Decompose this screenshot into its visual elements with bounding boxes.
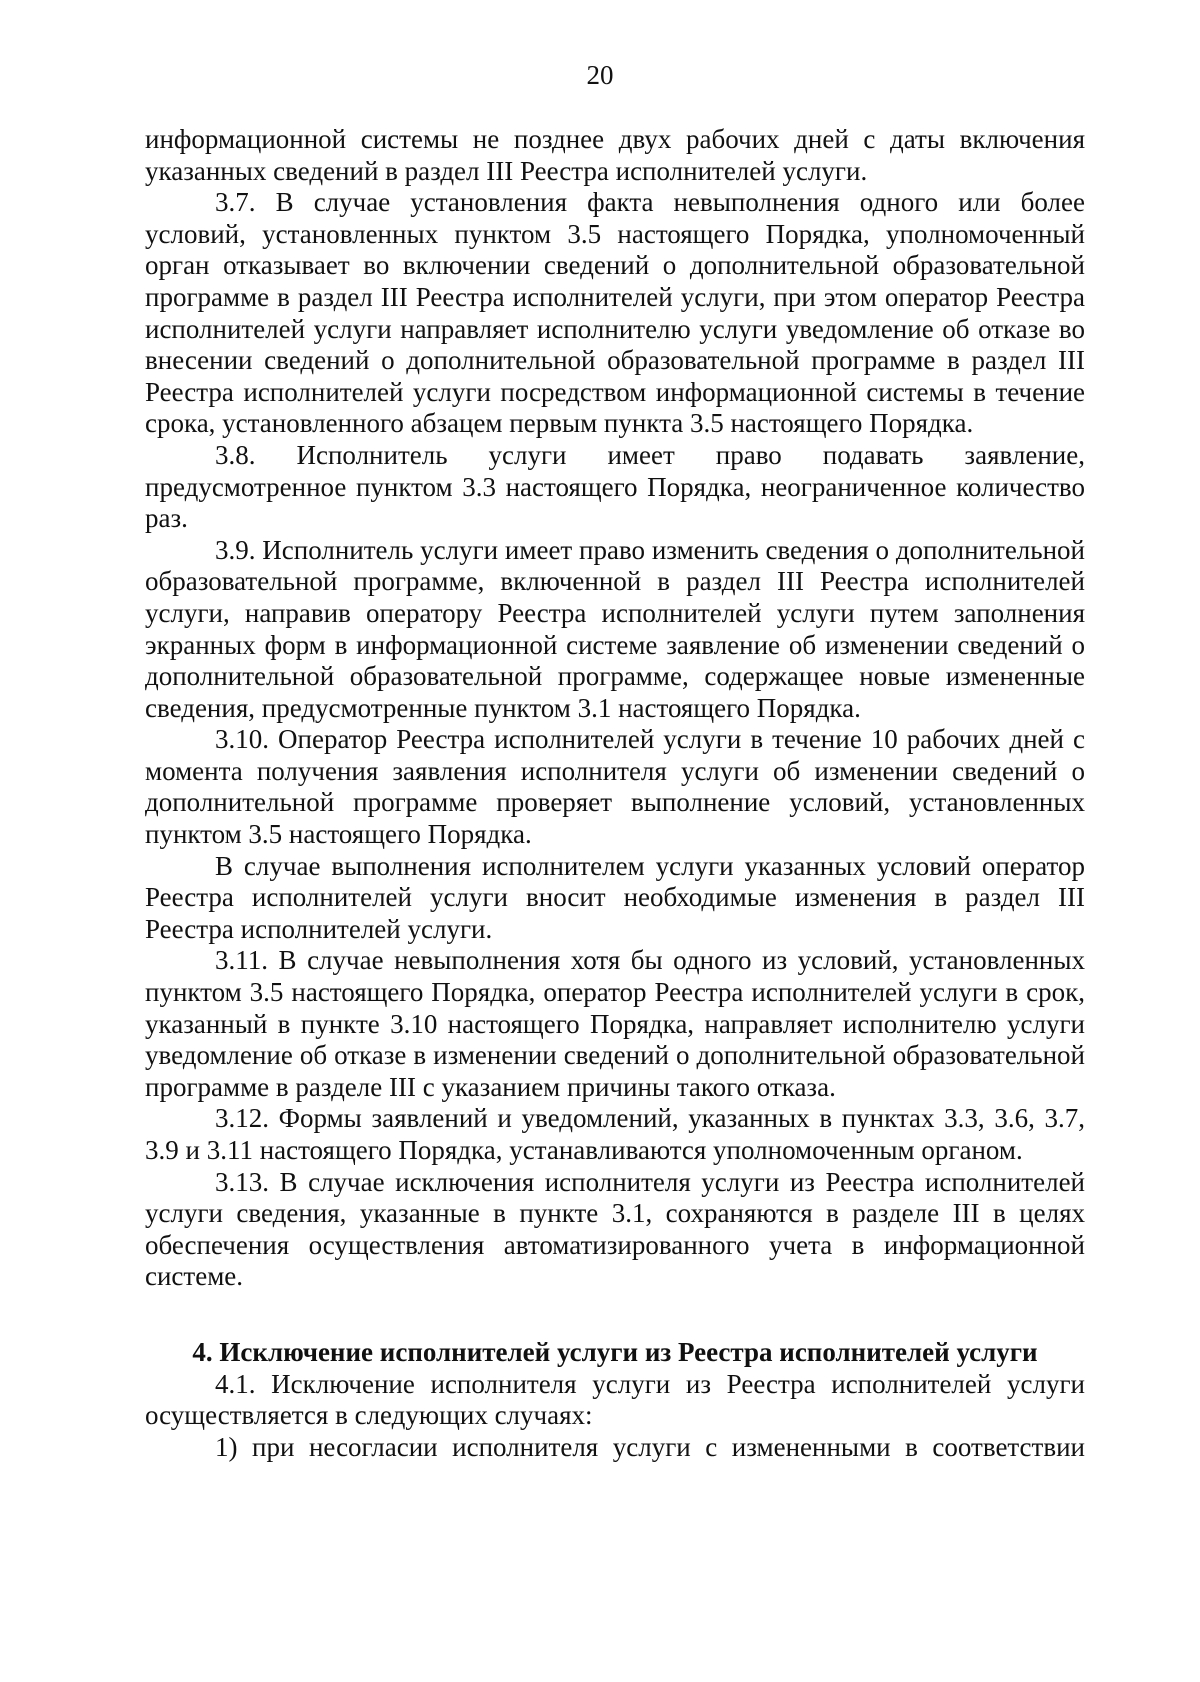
paragraph-3-9: 3.9. Исполнитель услуги имеет право изменить сведения о дополнительной образовательной программе, включенной в раздел III Реестра исполнителей услуги, направив оператору Реестра исполнителей услуги путем заполнения экранных форм в информационной системе заявление об изменении сведений о дополнительной образовательной программе, содержащее новые измененные сведения, предусмотренные пунктом 3.1 настоящего Порядка. [145, 534, 1085, 723]
paragraph-3-12: 3.12. Формы заявлений и уведомлений, указанных в пунктах 3.3, 3.6, 3.7, 3.9 и 3.11 настоящего Порядка, устанавливаются уполномоченным органом. [145, 1103, 1085, 1165]
page-number: 20 [586, 60, 614, 90]
paragraph-3-11: 3.11. В случае невыполнения хотя бы одного из условий, установленных пунктом 3.5 настоящего Порядка, оператор Реестра исполнителей услуги в срок, указанный в пункте 3.10 настоящего Порядка, направляет исполнителю услуги уведомление об отказе в изменении сведений о дополнительной образовательной программе в разделе III с указанием причины такого отказа. [145, 945, 1085, 1102]
paragraph-4-1-item-1: 1) при несогласии исполнителя услуги с измененными в соответствии [215, 1431, 1085, 1462]
paragraph-3-10: 3.10. Оператор Реестра исполнителей услуги в течение 10 рабочих дней с момента получения заявления исполнителя услуги об изменении сведений о дополнительной программе проверяет выполнение условий, установленных пунктом 3.5 настоящего Порядка. [145, 724, 1085, 850]
paragraph-3-8: 3.8. Исполнитель услуги имеет право подавать заявление, предусмотренное пунктом 3.3 настоящего Порядка, неограниченное количество раз. [145, 439, 1085, 534]
document-body [145, 124, 1085, 1463]
section-heading: 4. Исключение исполнителей услуги из Реестра исполнителей услуги [192, 1336, 1038, 1367]
paragraph-4-1: 4.1. Исключение исполнителя услуги из Реестра исполнителей услуги осуществляется в следующих случаях: [145, 1368, 1085, 1431]
paragraph-3-7: 3.7. В случае установления факта невыполнения одного или более условий, установленных пунктом 3.5 настоящего Порядка, уполномоченный орган отказывает во включении сведений о дополнительной образовательной программе в раздел III Реестра исполнителей услуги, при этом оператор Реестра исполнителей услуги направляет исполнителю услуги уведомление об отказе во внесении сведений о дополнительной образовательной программе в раздел III Реестра исполнителей услуги посредством информационной системы в течение срока, установленного абзацем первым пункта 3.5 настоящего Порядка. [145, 187, 1085, 439]
paragraph-3-13: 3.13. В случае исключения исполнителя услуги из Реестра исполнителей услуги сведения, указанные в пункте 3.1, сохраняются в разделе III в целях обеспечения осуществления автоматизированного учета в информационной системе. [145, 1166, 1085, 1292]
paragraph-continuation: информационной системы не позднее двух рабочих дней с даты включения указанных сведений в раздел III Реестра исполнителей услуги. [145, 124, 1085, 186]
paragraph-3-10-continued: В случае выполнения исполнителем услуги указанных условий оператор Реестра исполнителей услуги вносит необходимые изменения в раздел III Реестра исполнителей услуги. [145, 850, 1085, 944]
